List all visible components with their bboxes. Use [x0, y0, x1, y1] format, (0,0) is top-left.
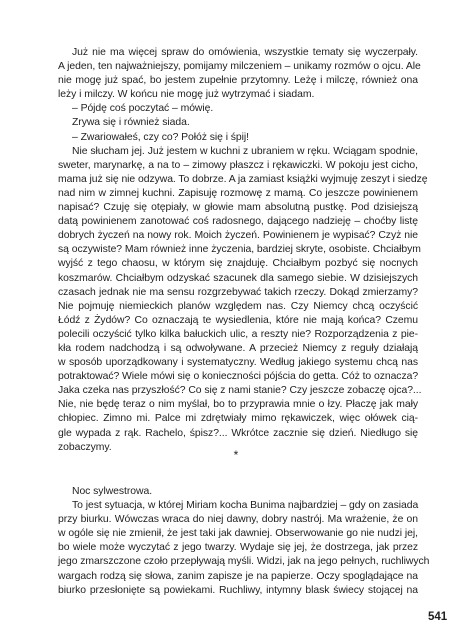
text-line: jego zmarszczone czoło przepływają myśli. Widzi, jak na jego pełnych, ruchliwych — [58, 556, 430, 568]
text-line: Nie pojmuję niemieckich planów względem nas. Czy Niemcy chcą oczyścić — [58, 300, 418, 312]
text-line: potraktować? Wiele mówi się o konieczności pójścia do getta. Cóż to oznacza? — [58, 371, 419, 383]
text-line: koszmarów. Chciałbym odzyskać szacunek dla samego siebie. W dzisiejszych — [58, 272, 418, 284]
text-line: sweter, marynarkę, a na to – zimowy płaszcz i rękawiczki. W pokoju jest cicho, — [58, 159, 418, 171]
text-line: mama już się nie odzywa. To dobrze. A ja zamiast książki wyjmuję zeszyt i siedzę — [58, 173, 428, 185]
text-line: Już nie ma więcej spraw do omówienia, wszystkie tematy się wyczerpały. — [72, 47, 418, 58]
text-line: są oczywiste? Mam również inne życzenia, bardziej skryte, osobiste. Chciałbym — [58, 244, 421, 256]
text-line: datą powinienem zanotować coś radosnego, dającego nadzieję – choćby listę — [58, 216, 418, 228]
section-separator: * — [233, 448, 239, 462]
text-line: w sposób uporządkowany i systematyczny. Według jakiego systemu chcą nas — [58, 357, 418, 369]
text-line: Nie, nie będę teraz o nim myślał, bo to przyprawia mnie o łzy. Płaczę jak mały — [58, 399, 418, 411]
text-line: zobaczymy. — [58, 441, 112, 453]
text-line: bo wiele może wyczytać z jego twarzy. Wydaje się jej, że dostrzega, jak przez — [58, 542, 418, 554]
text-line: Nie słucham jej. Już jestem w kuchni z ubraniem w ręku. Wciągam spodnie, — [72, 145, 418, 157]
text-block-diary-entry — [58, 46, 428, 455]
text-line: dobrych życzeń na nowy rok. Moich życzeń. Powinienem je wypisać? Czyż nie — [58, 230, 418, 242]
text-line: – Pójdę coś poczytać – mówię. — [72, 103, 214, 115]
text-line: chłopiec. Zimno mi. Palce mi zdrętwiały mimo rękawiczek, więc ołówek cią- — [58, 413, 418, 425]
text-line: wyjść z tego chaosu, w którym się znajduję. Chciałbym pozbyć się nocnych — [58, 258, 418, 270]
text-line: Jaka czeka nas przyszłość? Co się z nami stanie? Czy jeszcze zobaczę ojca?... — [58, 385, 422, 397]
text-line: gle wypada z rąk. Rachelo, śpisz?... Wkrótce zacznie się dzień. Niedługo się — [58, 427, 418, 439]
text-line: Łódź z Żydów? Co oznaczają te wysiedlenia, które nie mają końca? Czemu — [58, 314, 418, 326]
page-number: 541 — [428, 611, 448, 623]
text-line: leży i milczy. W końcu nie mogę już wytrzymać i siadam. — [58, 89, 315, 101]
text-line: – Zwariowałeś, czy co? Połóż się i śpij! — [72, 131, 250, 143]
text-line: polecili oczyścić tylko kilka bałuckich ulic, a reszty nie? Rozporządzenia z pie- — [58, 328, 418, 340]
text-line: nad nim w zimnej kuchni. Zapisuję rozmowę z mamą. Co jeszcze powinienem — [58, 187, 418, 199]
text-line: A jeden, ten najważniejszy, pomijamy milczeniem – unikamy rozmów o ojcu. Ale — [58, 61, 421, 73]
text-block-new-years-eve — [58, 485, 430, 598]
text-line: biurko przesłonięte są powiekami. Ruchliwy, intymny blask świecy stojącej na — [58, 584, 418, 596]
text-line: napisać? Czuję się otępiały, w głowie mam absolutną pustkę. Pod dzisiejszą — [58, 202, 418, 214]
text-line: Noc sylwestrowa. — [72, 486, 153, 497]
text-line: nie mogę już spać, bo jestem zupełnie przytomny. Leżę i milczę, również ona — [58, 75, 418, 87]
text-line: w ogóle się nie zmienił, że jest taki jak dawniej. Obserwowanie go nie nudzi jej, — [58, 528, 418, 540]
text-line: kła rodem nadchodzą i są odwoływane. A przecież Niemcy z reguły działają — [58, 342, 418, 354]
text-line: czasach jednak nie ma sensu rozgrzebywać takich rzeczy. Dokąd zmierzamy? — [58, 286, 418, 298]
text-line: To jest sytuacja, w której Miriam kocha Bunima najbardziej – gdy on zasiada — [72, 500, 419, 512]
text-line: Zrywa się i również siada. — [72, 117, 190, 129]
text-line: wargach rodzą się słowa, zanim zapisze je na papierze. Oczy spoglądające na — [58, 570, 418, 582]
text-line: przy biurku. Wówczas wraca do niej dawny, dobry nastrój. Ma wrażenie, że on — [58, 514, 418, 526]
